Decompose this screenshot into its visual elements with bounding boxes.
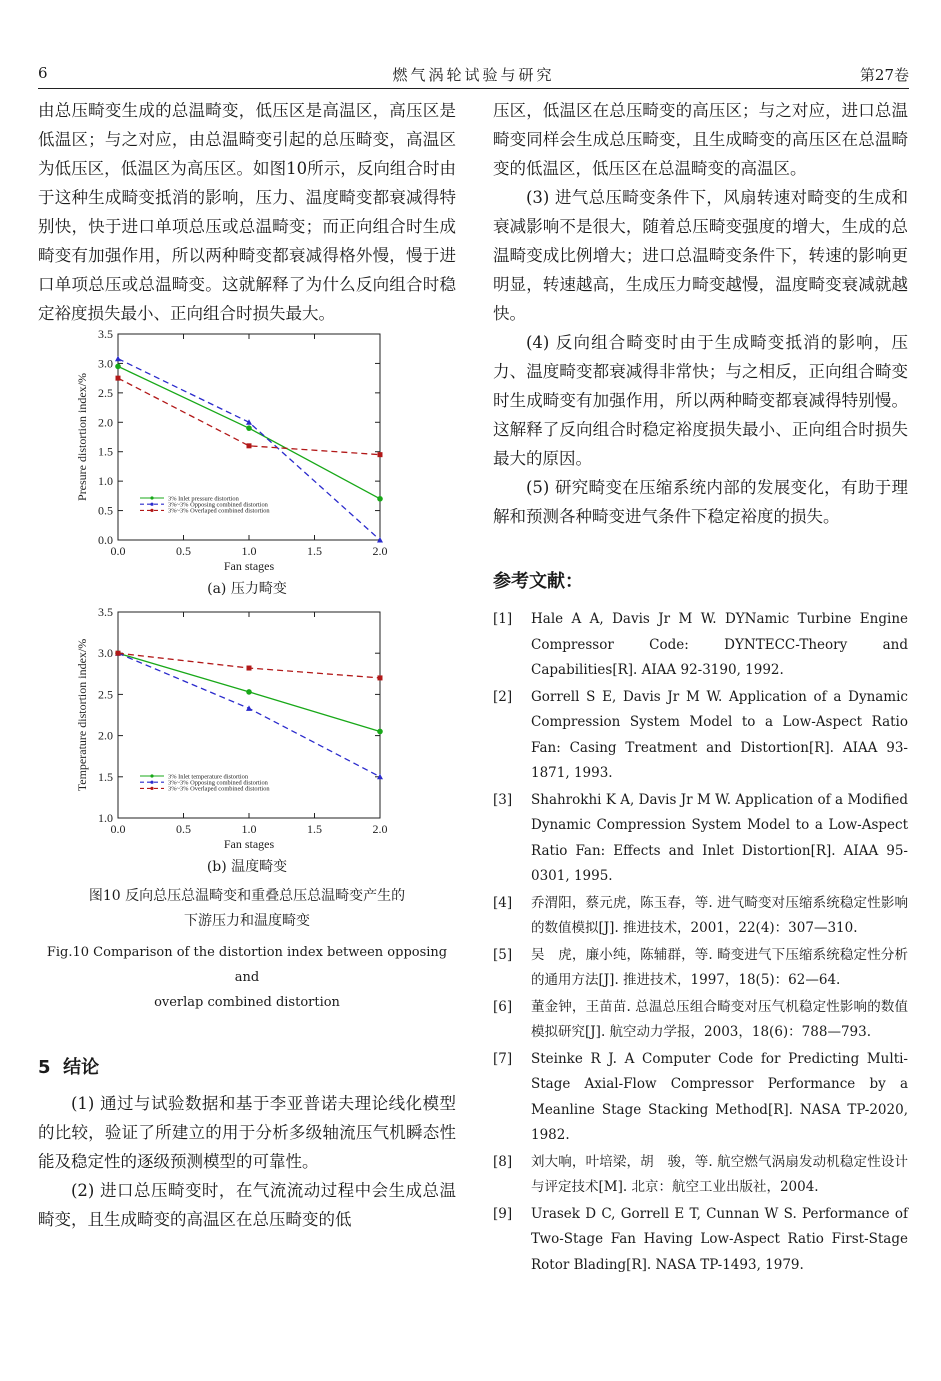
legend-label: 3%~3% Opposing combined distortion xyxy=(168,779,268,787)
x-tick-label: 1.5 xyxy=(307,822,322,836)
data-point xyxy=(247,443,252,448)
y-tick-label: 1.5 xyxy=(98,444,113,459)
data-point xyxy=(377,496,383,502)
conclusion-5: (5) 研究畸变在压缩系统内部的发展变化，有助于理解和预测各种畸变进气条件下稳定裕度的损失。 xyxy=(493,478,908,526)
legend-label: 3%~3% Opposing combined distortion xyxy=(168,501,268,509)
conclusion-4: (4) 反向组合畸变时由于生成畸变抵消的影响，压力、温度畸变都衰减得非常快；与之相反，正向组合畸变时生成畸变有加强作用，所以两种畸变都衰减得特别慢。这解释了反向组合时稳定裕度损失最小、正向组合时损失最大的原因。 xyxy=(493,333,908,468)
reference-number: [6] xyxy=(493,998,513,1015)
reference-text: 刘大响，叶培梁，胡 骏，等. 航空燃气涡扇发动机稳定性设计与评定技术[M]. 北京：航空工业出版社，2004. xyxy=(531,1153,908,1195)
reference-item xyxy=(493,788,908,890)
reference-text: 董金钟，王苗苗. 总温总压组合畸变对压气机稳定性影响的数值模拟研究[J]. 航空动力学报，2003，18(6)：788—793. xyxy=(531,998,908,1040)
figure-caption-en-line1: Fig.10 Comparison of the distortion index between opposing and xyxy=(46,945,448,985)
legend-marker xyxy=(150,787,153,790)
data-point xyxy=(116,651,121,656)
section-title: 结论 xyxy=(63,1057,100,1078)
right-column xyxy=(493,96,908,1279)
x-tick-label: 0.0 xyxy=(110,544,126,558)
reference-text: Urasek D C, Gorrell E T, Cunnan W S. Performance of Two-Stage Fan Having Low-Aspect Ratio First-Stage Rotor Blading[R]. NASA TP-1493, 1979. xyxy=(531,1205,908,1273)
figure-caption-zh-line1: 图10 反向总压总温畸变和重叠总压总温畸变产生的 xyxy=(88,888,406,904)
reference-item xyxy=(493,1047,908,1149)
figure-10 xyxy=(38,328,456,1015)
legend-label: 3%~3% Overlaped combined distortion xyxy=(168,507,270,515)
series-line xyxy=(118,653,380,777)
y-tick-label: 2.5 xyxy=(98,385,113,400)
data-point xyxy=(115,364,121,370)
x-axis-label: Fan stages xyxy=(223,559,275,573)
reference-number: [7] xyxy=(493,1050,513,1067)
data-point xyxy=(378,452,383,457)
journal-title: 燃气涡轮试验与研究 xyxy=(392,66,555,84)
temperature-distortion-chart xyxy=(38,606,456,854)
header-rule xyxy=(38,88,909,89)
subfig-b-caption: (b) 温度畸变 xyxy=(206,859,288,875)
legend-marker xyxy=(150,781,153,784)
x-tick-label: 0.5 xyxy=(176,544,191,558)
data-point xyxy=(246,419,252,425)
y-tick-label: 3.5 xyxy=(98,328,113,341)
intro-paragraph: 由总压畸变生成的总温畸变，低压区是高温区，高压区是低温区；与之对应，由总温畸变引起的总压畸变，高温区为低压区，低温区为高压区。如图10所示，反向组合时由于这种生成畸变抵消的影响，压力、温度畸变都衰减得特别快，快于进口单项总压或总温畸变；而正向组合时生成畸变有加强作用，所以两种畸变都衰减得格外慢，慢于进口单项总压或总温畸变。这就解释了为什么反向组合时稳定裕度损失最小、正向组合时损失最大。 xyxy=(38,101,456,323)
x-axis-label: Fan stages xyxy=(223,837,275,851)
reference-number: [5] xyxy=(493,946,513,963)
x-tick-label: 0.5 xyxy=(176,822,191,836)
reference-item xyxy=(493,943,908,994)
left-column xyxy=(38,96,456,1234)
reference-text: Hale A A, Davis Jr M W. DYNamic Turbine Engine Compressor Code: DYNTECC-Theory and Capabilities[R]. AIAA 92-3190, 1992. xyxy=(531,611,908,678)
x-tick-label: 1.0 xyxy=(241,544,257,558)
reference-item xyxy=(493,607,908,684)
y-tick-label: 0.0 xyxy=(98,533,113,547)
reference-text: Shahrokhi K A, Davis Jr M W. Application of a Modified Dynamic Compression System Model to a Low-Aspect Ratio Fan: Effects and Inlet Distortion[R]. AIAA 95-0301, 1995. xyxy=(531,791,908,884)
y-tick-label: 1.5 xyxy=(98,769,113,784)
reference-item xyxy=(493,685,908,787)
x-tick-label: 2.0 xyxy=(372,544,388,558)
y-axis-label: Presure distortion index/% xyxy=(75,373,89,501)
volume-label: 第27卷 xyxy=(859,66,909,84)
y-tick-label: 3.5 xyxy=(98,606,113,619)
pressure-distortion-chart xyxy=(38,328,456,576)
reference-number: [9] xyxy=(493,1205,513,1222)
x-tick-label: 0.0 xyxy=(110,822,126,836)
legend-label: 3%~3% Overlaped combined distortion xyxy=(168,785,270,793)
subfig-a-caption: (a) 压力畸变 xyxy=(207,581,287,597)
figure-caption-zh-line2: 下游压力和温度畸变 xyxy=(184,913,310,929)
data-point xyxy=(246,689,252,695)
reference-text: Gorrell S E, Davis Jr M W. Application of a Dynamic Compression System Model to a Low-Aspect Ratio Fan: Casing Treatment and Distortion[R]. AIAA 93-1871, 1993. xyxy=(531,688,908,781)
references-heading: 参考文献： xyxy=(493,571,583,592)
legend-marker xyxy=(150,503,153,506)
legend-label: 3% Inlet pressure distortion xyxy=(168,495,239,503)
series-line xyxy=(118,378,380,455)
x-tick-label: 2.0 xyxy=(372,822,388,836)
page-number: 6 xyxy=(38,64,48,82)
reference-item xyxy=(493,1150,908,1201)
data-point xyxy=(116,376,121,381)
legend-marker xyxy=(150,496,153,499)
reference-number: [1] xyxy=(493,611,513,627)
data-point xyxy=(247,666,252,671)
reference-text: 乔渭阳，蔡元虎，陈玉春，等. 进气畸变对压缩系统稳定性影响的数值模拟[J]. 推进技术，2001，22(4)：307—310. xyxy=(531,894,908,936)
y-tick-label: 2.5 xyxy=(98,687,113,702)
legend-marker xyxy=(150,509,153,512)
conclusion-2-cont: 压区，低温区在总压畸变的高压区；与之对应，进口总温畸变同样会生成总压畸变，且生成畸变的高压区在总温畸变的低温区，低压区在总温畸变的高温区。 xyxy=(493,101,908,178)
section-heading xyxy=(38,1053,456,1079)
reference-item xyxy=(493,891,908,942)
reference-text: 吴 虎，廉小纯，陈辅群，等. 畸变进气下压缩系统稳定性分析的通用方法[J]. 推进技术，1997，18(5)：62—64. xyxy=(531,946,908,988)
data-point xyxy=(377,729,383,735)
y-tick-label: 2.0 xyxy=(98,728,113,743)
y-tick-label: 1.0 xyxy=(98,811,113,825)
reference-number: [2] xyxy=(493,688,513,705)
legend-label: 3% Inlet temperature distortion xyxy=(168,773,249,781)
reference-list xyxy=(493,607,908,1278)
reference-number: [4] xyxy=(493,894,513,911)
data-point xyxy=(378,675,383,680)
reference-number: [3] xyxy=(493,791,513,808)
page-header xyxy=(38,64,909,84)
conclusion-2-start: (2) 进口总压畸变时，在气流流动过程中会生成总温畸变，且生成畸变的高温区在总压畸变的低 xyxy=(38,1181,456,1229)
y-tick-label: 3.0 xyxy=(98,646,113,661)
y-tick-label: 2.0 xyxy=(98,415,113,430)
y-tick-label: 3.0 xyxy=(98,356,113,371)
figure-caption-en-line2: overlap combined distortion xyxy=(154,995,340,1010)
y-tick-label: 1.0 xyxy=(98,474,113,489)
reference-text: Steinke R J. A Computer Code for Predicting Multi-Stage Axial-Flow Compressor Performance by a Meanline Stage Stacking Method[R]. NASA TP-2020, 1982. xyxy=(531,1050,908,1143)
data-point xyxy=(115,356,121,362)
data-point xyxy=(246,425,252,431)
x-tick-label: 1.5 xyxy=(307,544,322,558)
figure-caption-en xyxy=(38,940,456,1015)
reference-item xyxy=(493,1202,908,1279)
legend-marker xyxy=(150,774,153,777)
y-axis-label: Temperature distortion index/% xyxy=(75,638,89,792)
reference-number: [8] xyxy=(493,1153,513,1170)
reference-item xyxy=(493,995,908,1046)
series-line xyxy=(118,366,380,498)
section-number: 5 xyxy=(38,1057,51,1078)
conclusion-3: (3) 进气总压畸变条件下，风扇转速对畸变的生成和衰减影响不是很大，随着总压畸变强度的增大，生成的总温畸变成比例增大；进口总温畸变条件下，转速的影响更明显，转速越高，生成压力畸变越慢，温度畸变衰减就越快。 xyxy=(493,188,908,323)
conclusion-1: (1) 通过与试验数据和基于李亚普诺夫理论线化模型的比较，验证了所建立的用于分析多级轴流压气机瞬态性能及稳定性的逐级预测模型的可靠性。 xyxy=(38,1094,456,1171)
figure-caption-zh xyxy=(38,884,456,934)
y-tick-label: 0.5 xyxy=(98,503,113,518)
x-tick-label: 1.0 xyxy=(241,822,257,836)
